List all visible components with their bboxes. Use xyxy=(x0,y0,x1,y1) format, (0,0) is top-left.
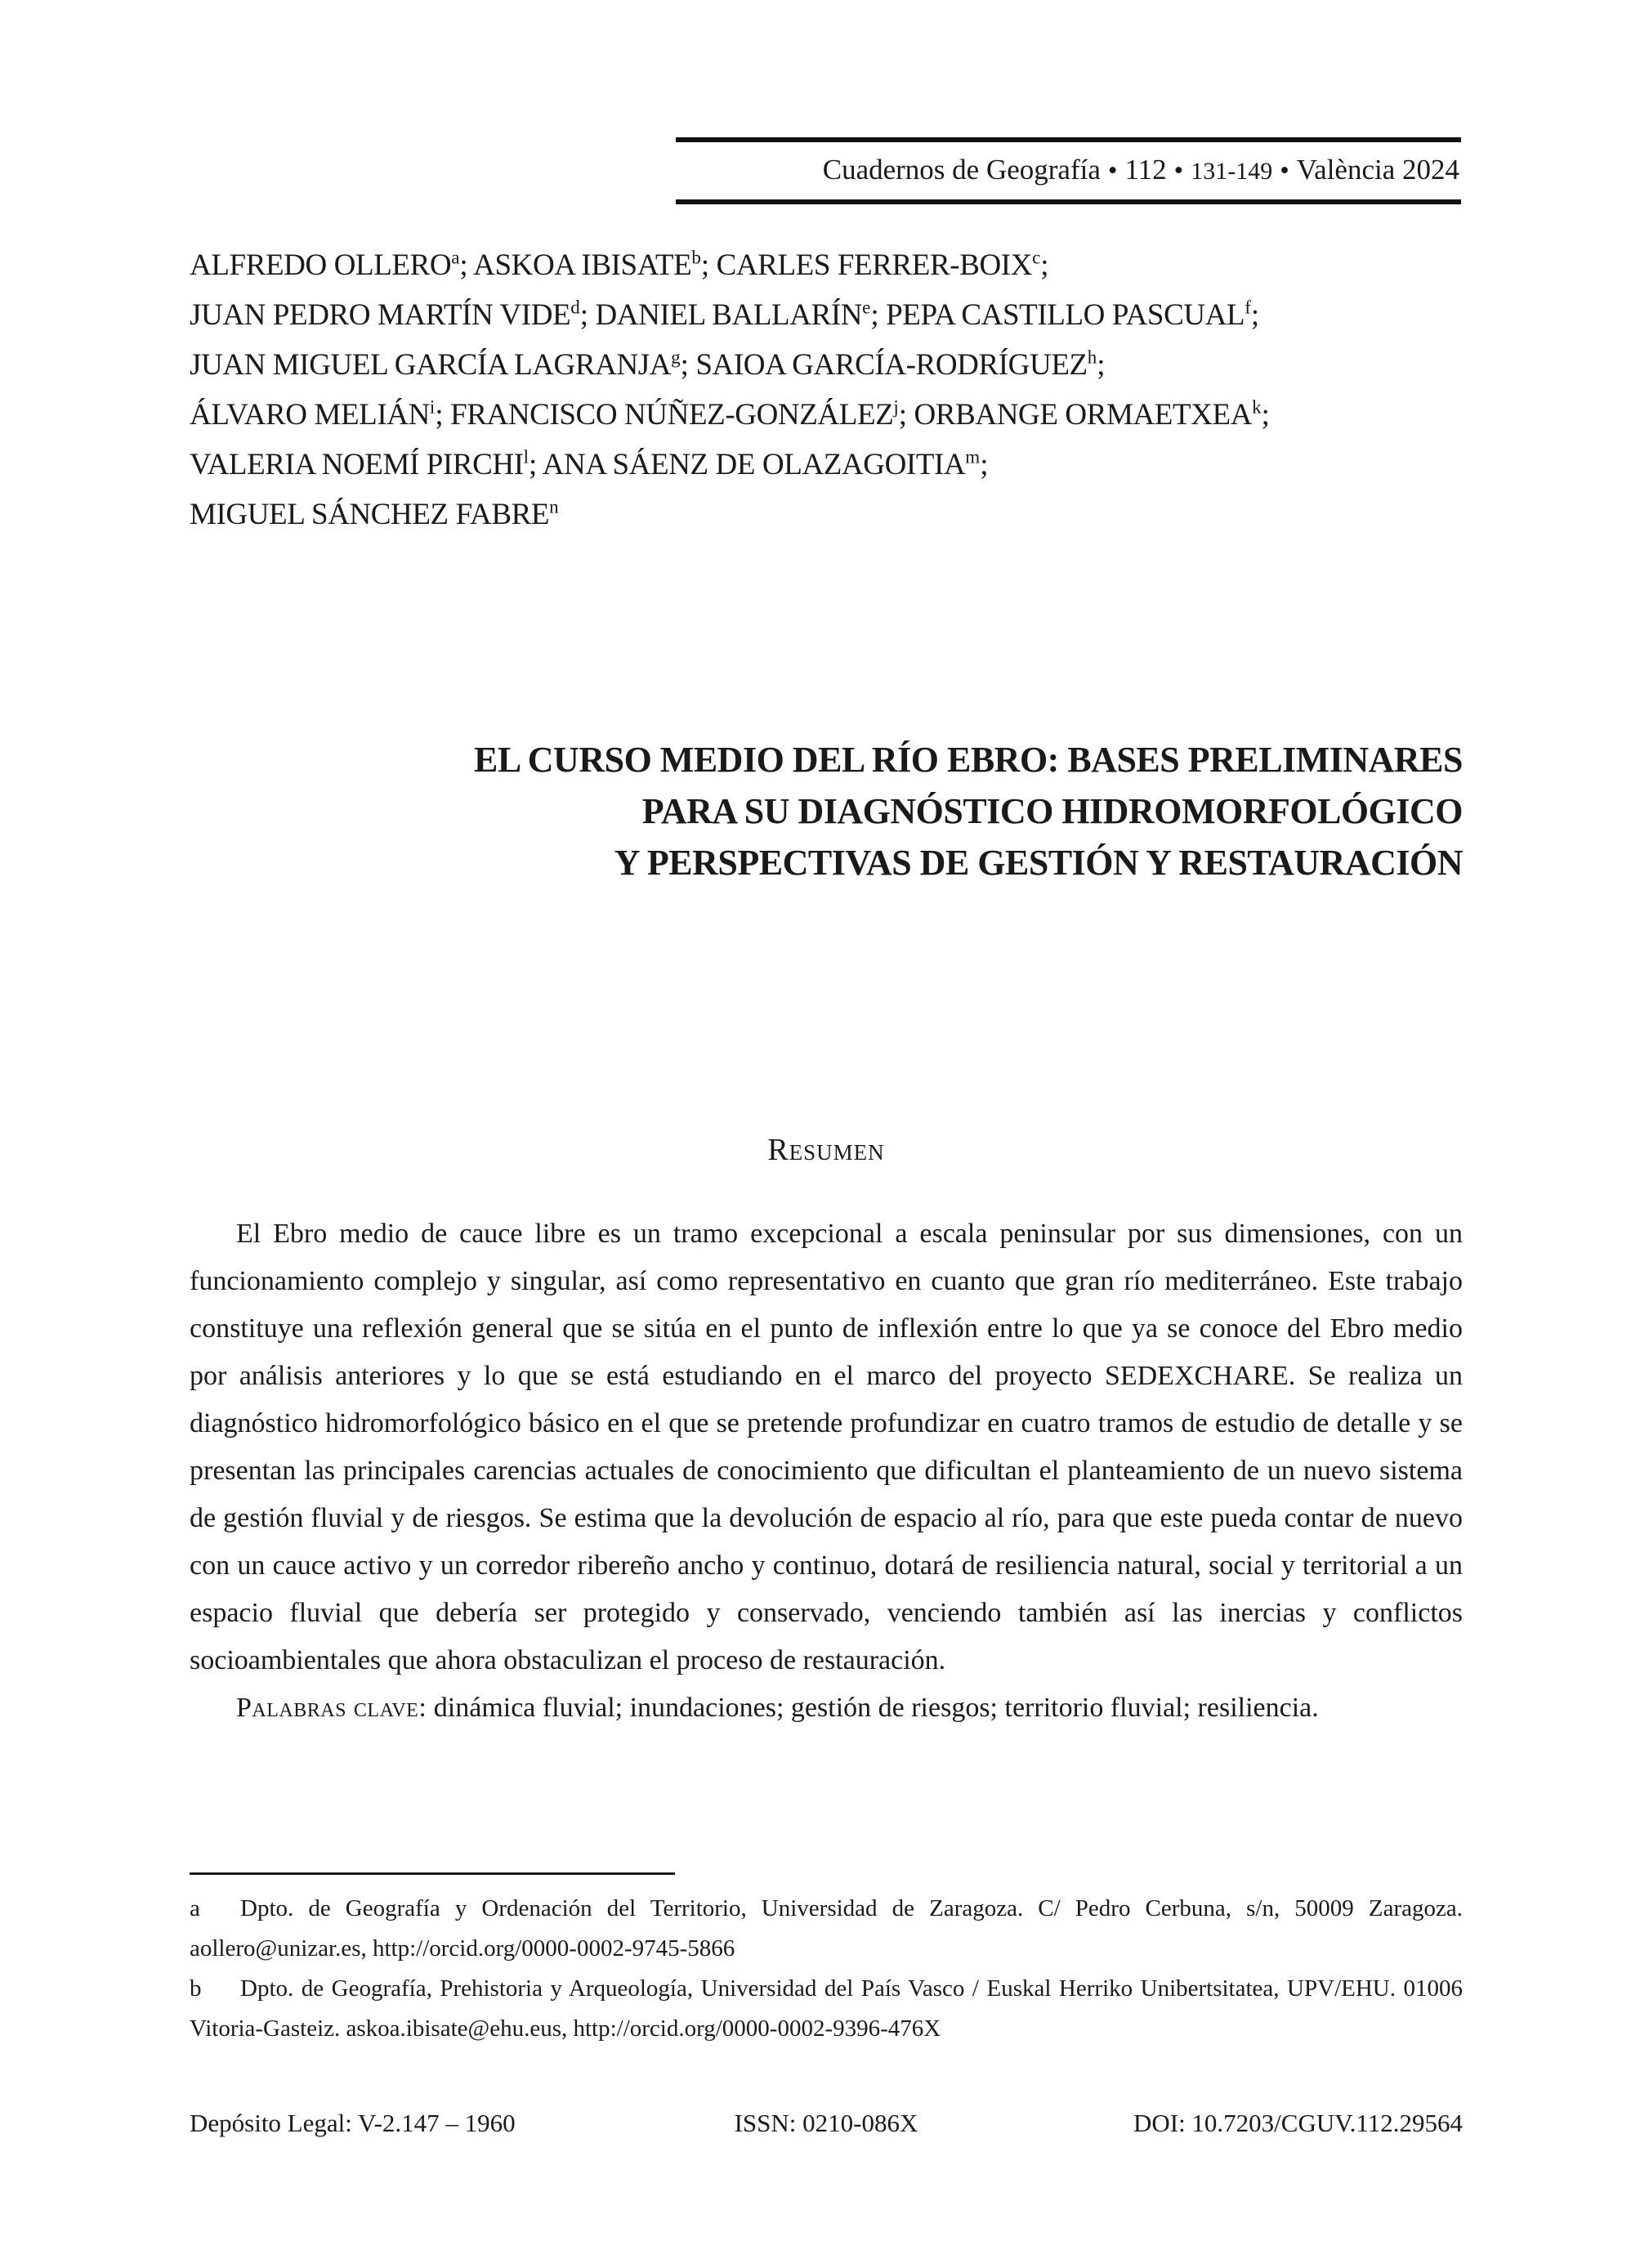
title-line: EL CURSO MEDIO DEL RÍO EBRO: BASES PRELIMINARES xyxy=(474,740,1463,780)
author-line: JUAN MIGUEL GARCÍA LAGRANJA$^g$; SAIOA GARCÍA-RODRÍGUEZ$^h$; xyxy=(190,347,1106,382)
author-name: ASKOA IBISATE xyxy=(473,248,692,282)
footnote-text: Dpto. de Geografía, Prehistoria y Arqueología, Universidad del País Vasco / Euskal Herriko Unibertsitatea, UPV/EHU. 01006 Vitoria-Gasteiz. askoa.ibisate@ehu.eus, http://orcid.org/0000-0002-9396-476X xyxy=(190,1975,1463,2042)
author-name: JUAN MIGUEL GARCÍA LAGRANJA xyxy=(190,348,672,382)
footnote-marker: b xyxy=(190,1975,202,2002)
deposito-legal: Depósito Legal: V-2.147 – 1960 xyxy=(190,2109,516,2137)
author-note-ref: m xyxy=(965,446,981,467)
author-name: SAIOA GARCÍA-RODRÍGUEZ xyxy=(695,348,1088,382)
title-line: PARA SU DIAGNÓSTICO HIDROMORFOLÓGICO xyxy=(641,791,1463,831)
author-note-ref: b xyxy=(691,247,701,268)
title-line: Y PERSPECTIVAS DE GESTIÓN Y RESTAURACIÓN xyxy=(614,843,1463,883)
author-line: JUAN PEDRO MARTÍN VIDE$^d$; DANIEL BALLARÍN$^e$; PEPA CASTILLO PASCUAL$^f$; xyxy=(190,297,1259,332)
separator-bullet: • xyxy=(1280,156,1289,186)
article-title xyxy=(190,734,1463,888)
author-note-ref: l xyxy=(523,446,530,467)
author-name: FRANCISCO NÚÑEZ-GONZÁLEZ xyxy=(450,398,894,432)
abstract-heading: Resumen xyxy=(767,1133,885,1167)
author-line: VALERIA NOEMÍ PIRCHI$^l$; ANA SÁENZ DE OLAZAGOITIA$^m$; xyxy=(190,446,989,481)
author-name: MIGUEL SÁNCHEZ FABRE xyxy=(190,498,550,531)
journal-name: Cuadernos de Geografía xyxy=(822,154,1101,186)
author-name: ALFREDO OLLERO xyxy=(190,248,452,282)
keywords-label: Palabras clave: xyxy=(236,1693,427,1723)
keywords-paragraph xyxy=(190,1684,1463,1732)
page-footer xyxy=(190,2109,1463,2138)
page-range: 131-149 xyxy=(1191,158,1273,185)
author-note-ref: j xyxy=(893,396,899,418)
issue-number: 112 xyxy=(1124,154,1167,186)
author-name: PEPA CASTILLO PASCUAL xyxy=(886,298,1245,332)
author-name: ORBANGE ORMAETXEA xyxy=(914,398,1253,432)
abstract-paragraph: El Ebro medio de cauce libre es un tramo excepcional a escala peninsular por sus dimensiones, con un funcionamiento complejo y singular, así como representativo en cuanto que gran río mediterráneo. Este trabajo constituye una reflexión general que se sitúa en el punto de inflexión entre lo que ya se conoce del Ebro medio por análisis anteriores y lo que se está estudiando en el marco del proyecto SEDEXCHARE. Se realiza un diagnóstico hidromorfológico básico en el que se pretende profundizar en cuatro tramos de estudio de detalle y se presentan las principales carencias actuales de conocimiento que dificultan el planteamiento de un nuevo sistema de gestión fluvial y de riesgos. Se estima que la devolución de espacio al río, para que este pueda contar de nuevo con un cauce activo y un corredor ribereño ancho y continuo, dotará de resiliencia natural, social y territorial a un espacio fluvial que debería ser protegido y conservado, venciendo también así las inercias y conflictos socioambientales que ahora obstaculizan el proceso de restauración. xyxy=(190,1219,1463,1675)
journal-header xyxy=(676,137,1461,204)
author-name: DANIEL BALLARÍN xyxy=(595,298,863,332)
keywords-text: dinámica fluvial; inundaciones; gestión de riesgos; territorio fluvial; resiliencia. xyxy=(433,1693,1319,1723)
place-year: València 2024 xyxy=(1296,154,1459,186)
author-line: ÁLVARO MELIÁN$^i$; FRANCISCO NÚÑEZ-GONZÁLEZ$^j$; ORBANGE ORMAETXEA$^k$; xyxy=(190,396,1270,432)
author-line xyxy=(190,490,1579,539)
author-name: ANA SÁENZ DE OLAZAGOITIA xyxy=(542,448,966,481)
footnote-b xyxy=(190,1969,1463,2049)
footnote-a xyxy=(190,1889,1463,1969)
author-note-ref: a xyxy=(451,247,460,268)
author-note-ref: d xyxy=(570,297,580,318)
separator-bullet: • xyxy=(1107,156,1118,186)
footnote-text: Dpto. de Geografía y Ordenación del Territorio, Universidad de Zaragoza. C/ Pedro Cerbuna, s/n, 50009 Zaragoza. aollero@unizar.es, http://orcid.org/0000-0002-9745-5866 xyxy=(190,1895,1463,1962)
author-note-ref: h xyxy=(1087,347,1097,368)
doi: DOI: 10.7203/CGUV.112.29564 xyxy=(1133,2109,1463,2137)
author-name: JUAN PEDRO MARTÍN VIDE xyxy=(190,298,571,332)
author-note-ref: i xyxy=(429,396,436,418)
author-list xyxy=(190,240,1579,539)
author-note-ref: g xyxy=(671,347,681,368)
author-name: CARLES FERRER-BOIX xyxy=(716,248,1033,282)
issn: ISSN: 0210-086X xyxy=(734,2109,918,2137)
author-note-ref: n xyxy=(549,496,559,517)
author-note-ref: k xyxy=(1252,396,1262,418)
author-note-ref: c xyxy=(1032,247,1041,268)
author-note-ref: f xyxy=(1245,297,1251,318)
author-name: VALERIA NOEMÍ PIRCHI xyxy=(190,448,524,481)
author-name: ÁLVARO MELIÁN xyxy=(190,398,430,432)
footnotes-section xyxy=(190,1889,1463,2049)
abstract-section xyxy=(190,1210,1463,1732)
footnote-divider xyxy=(190,1872,675,1875)
separator-bullet: • xyxy=(1173,156,1184,186)
author-line: ALFREDO OLLERO$^a$; ASKOA IBISATE$^b$; CARLES FERRER-BOIX$^c$; xyxy=(190,247,1049,282)
footnote-marker: a xyxy=(190,1895,200,1921)
author-note-ref: e xyxy=(862,297,871,318)
